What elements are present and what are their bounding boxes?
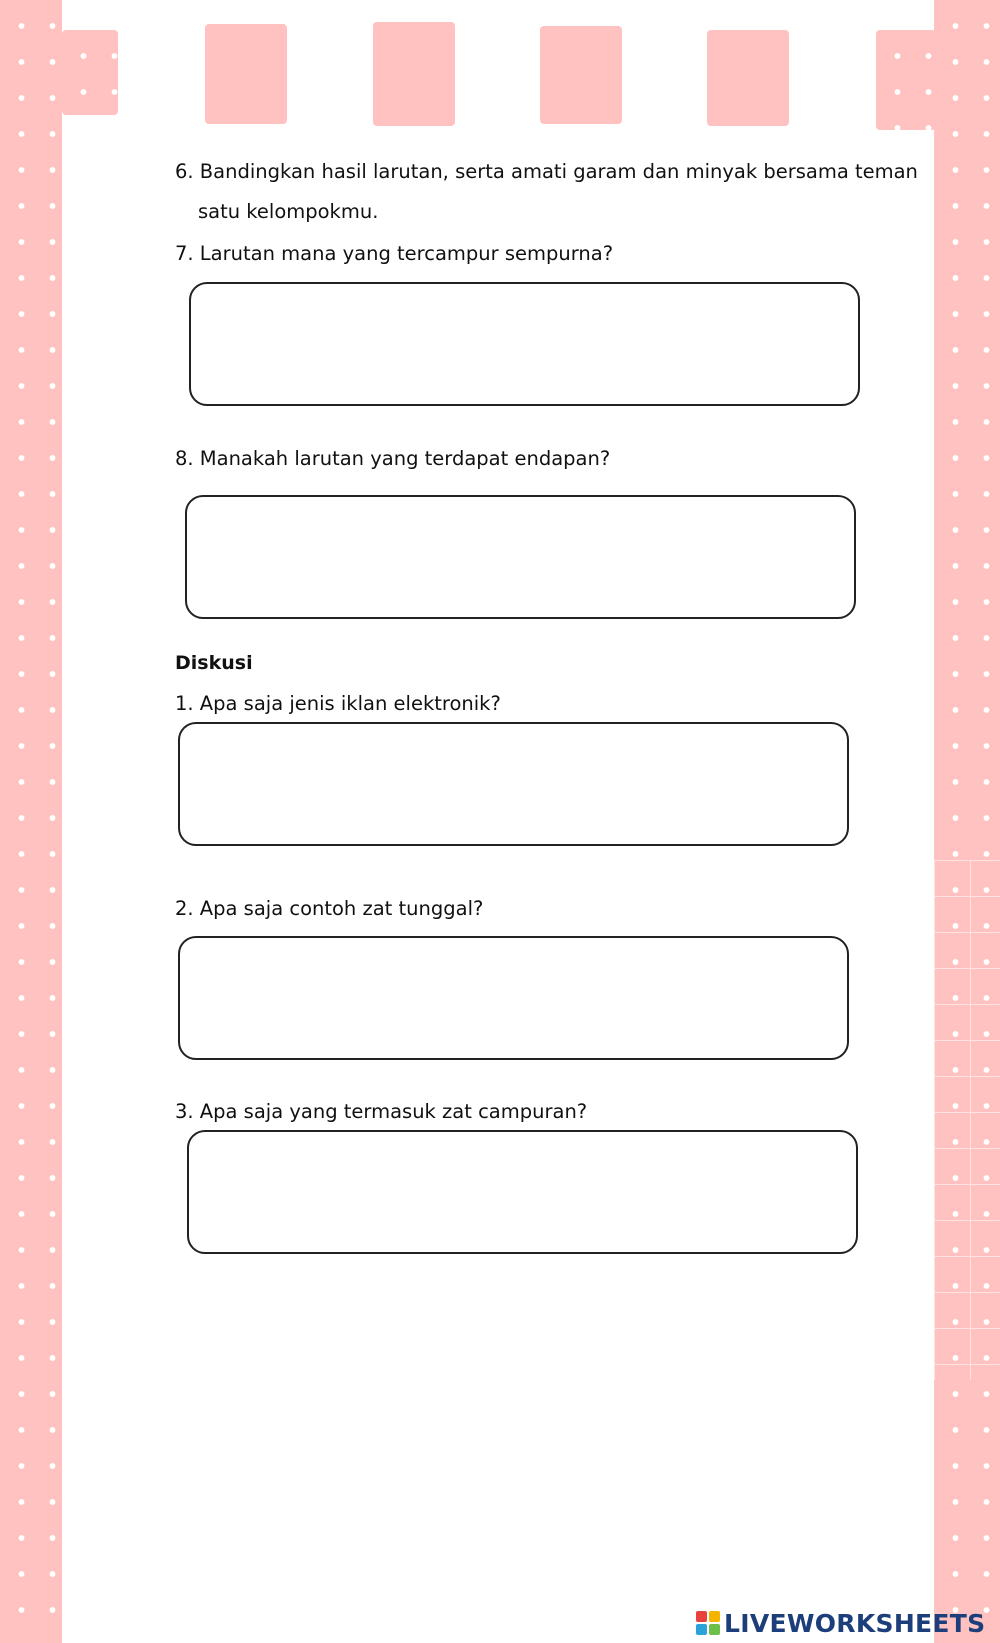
decorative-tab	[876, 30, 936, 130]
question-7: 7. Larutan mana yang tercampur sempurna?	[175, 242, 614, 265]
right-dotted-border	[934, 0, 1000, 1643]
discussion-question-1: 1. Apa saja jenis iklan elektronik?	[175, 692, 501, 715]
left-dotted-border	[0, 0, 62, 1643]
answer-box-discussion-2[interactable]	[178, 936, 849, 1060]
answer-box-7[interactable]	[189, 282, 860, 406]
liveworksheets-logo-icon	[696, 1611, 720, 1635]
liveworksheets-watermark	[696, 1606, 985, 1640]
discussion-question-3: 3. Apa saja yang termasuk zat campuran?	[175, 1100, 588, 1123]
discussion-question-2: 2. Apa saja contoh zat tunggal?	[175, 897, 484, 920]
decorative-tab	[205, 24, 287, 124]
right-grid-pattern	[934, 860, 1000, 1380]
question-6-line-1: 6. Bandingkan hasil larutan, serta amati garam dan minyak bersama teman	[175, 160, 918, 183]
decorative-tab	[540, 26, 622, 124]
answer-box-8[interactable]	[185, 495, 856, 619]
top-decorative-tabs	[0, 0, 1000, 128]
answer-box-discussion-1[interactable]	[178, 722, 849, 846]
answer-box-discussion-3[interactable]	[187, 1130, 858, 1254]
decorative-tab	[707, 30, 789, 126]
question-8: 8. Manakah larutan yang terdapat endapan?	[175, 447, 611, 470]
watermark-text: LIVEWORKSHEETS	[724, 1608, 986, 1638]
decorative-tab	[373, 22, 455, 126]
decorative-tab	[62, 30, 118, 115]
discussion-heading: Diskusi	[175, 652, 253, 674]
question-6-line-2: satu kelompokmu.	[198, 200, 379, 223]
